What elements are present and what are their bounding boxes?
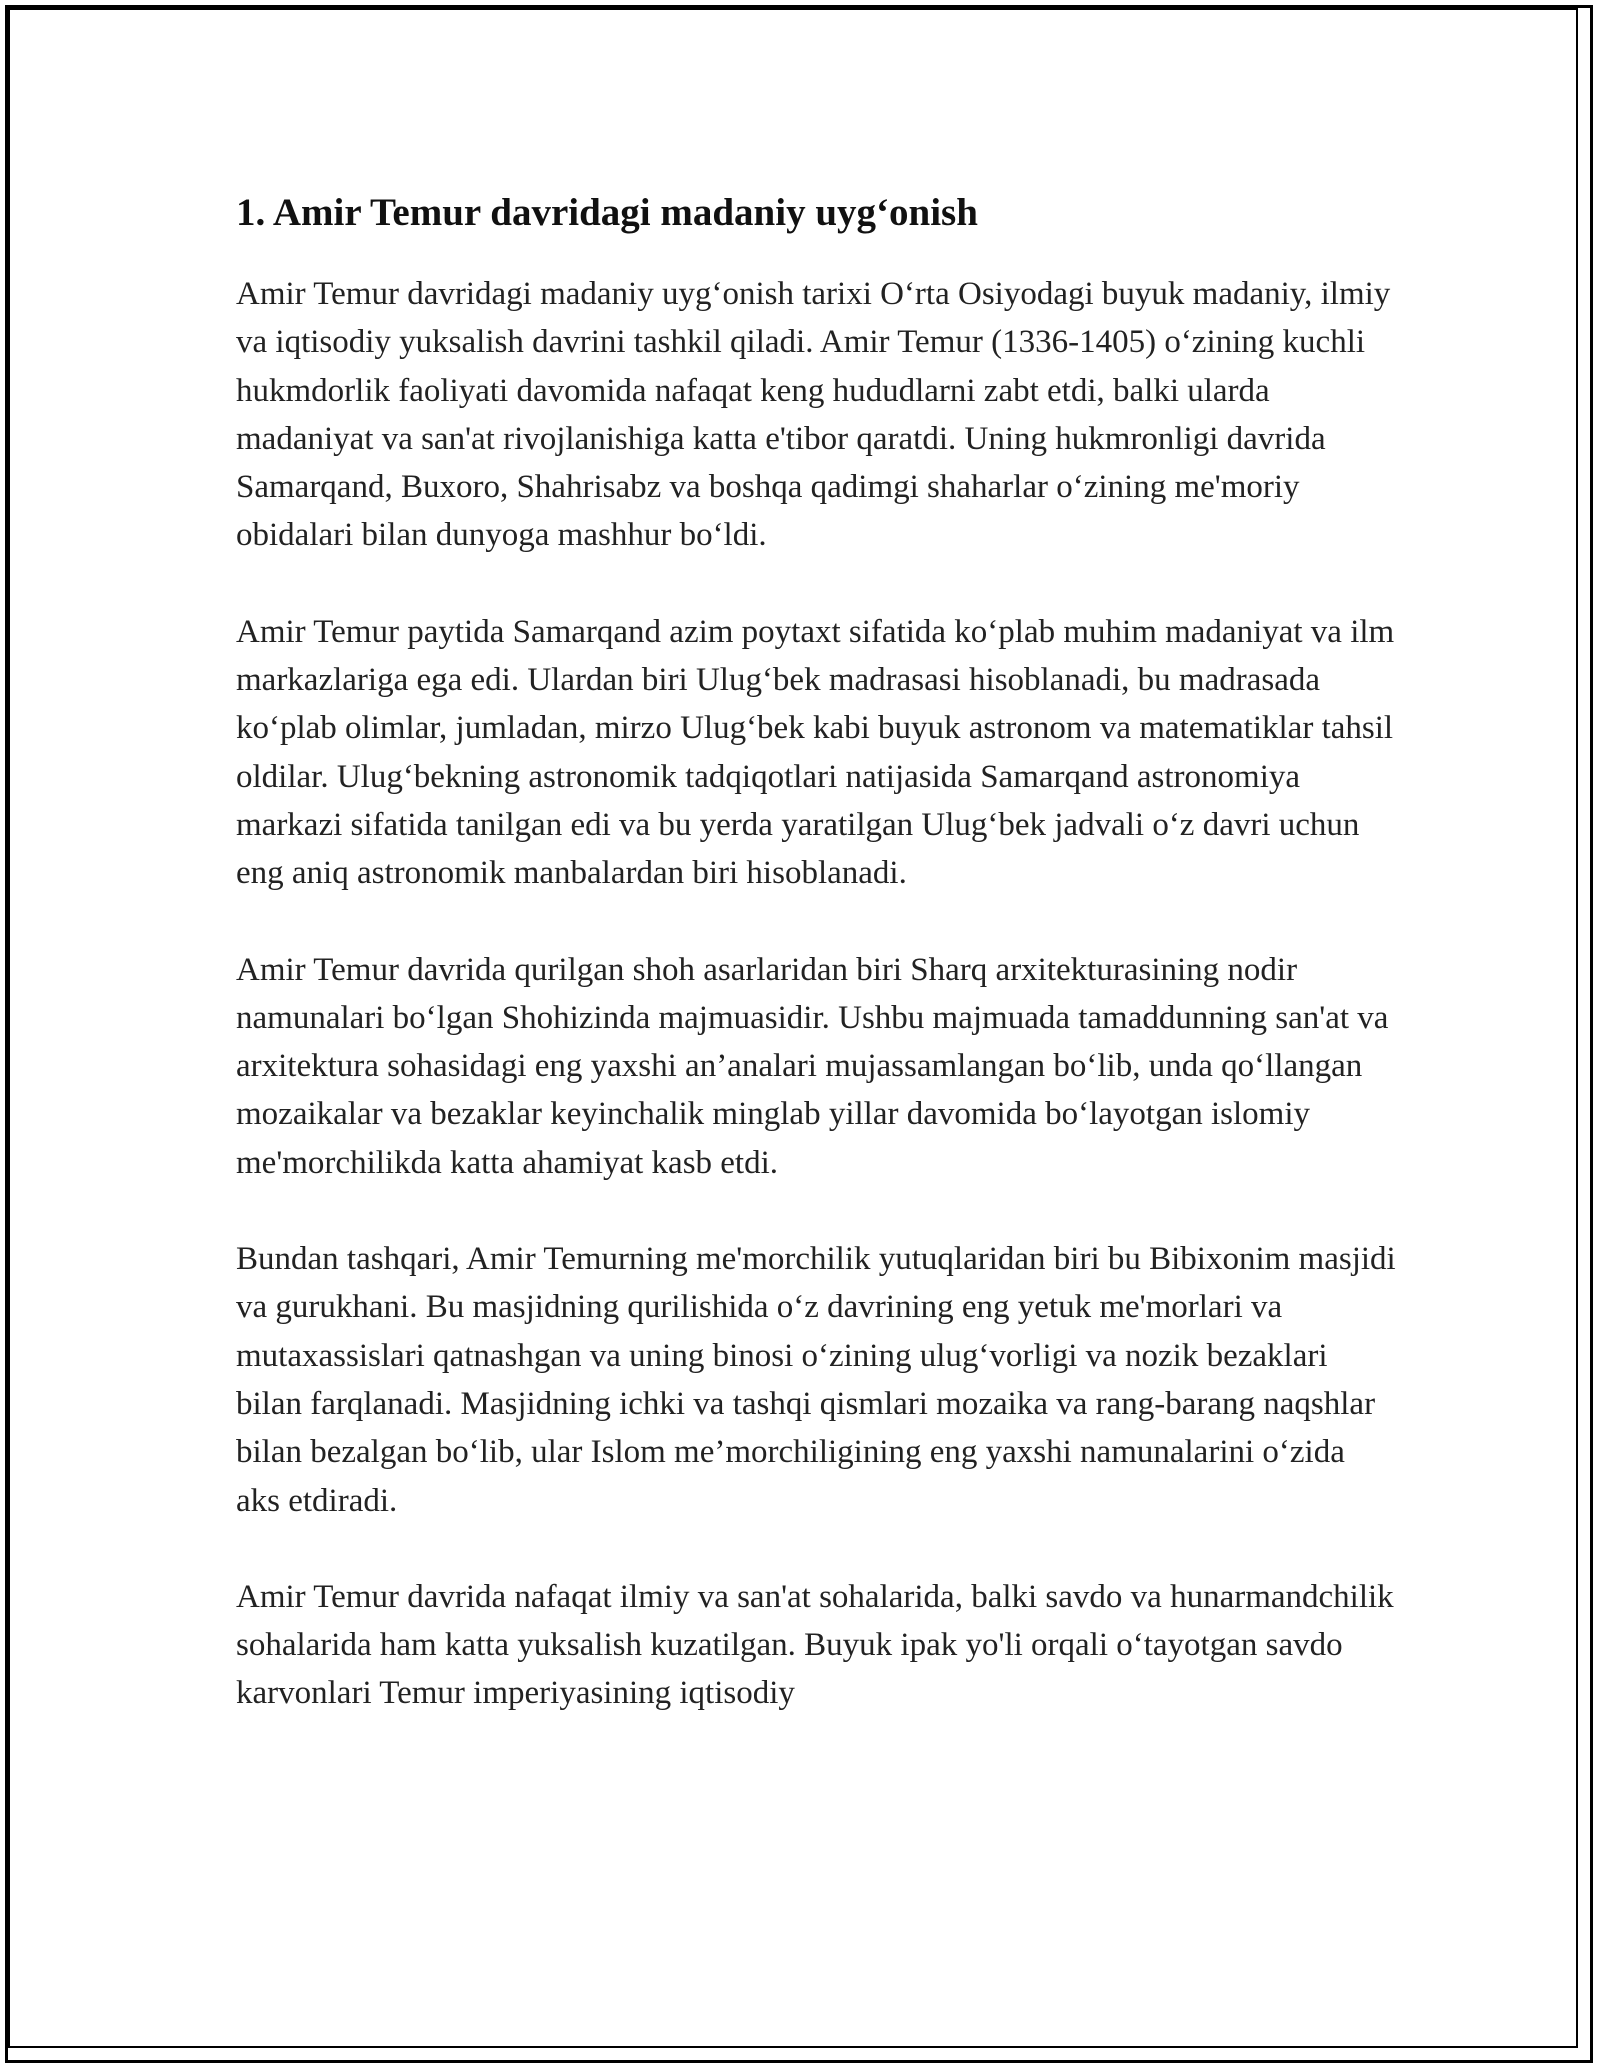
section-heading: 1. Amir Temur davridagi madaniy uyg‘onish bbox=[236, 191, 978, 234]
paragraph-4: Bundan tashqari, Amir Temurning me'morchilik yutuqlaridan biri bu Bibixonim masjidi va gurukhani. Bu masjidning qurilishida o‘z davrining eng yetuk me'morlari va mutaxassislari qatnashgan va uning binosi o‘zining ulug‘vorligi va nozik bezaklari bilan farqlanadi. Masjidning ichki va tashqi qismlari mozaika va rang-barang naqshlar bilan bezalgan bo‘lib, ular Islom me’morchiligining eng yaxshi namunalarini o‘zida aks etdiradi. bbox=[236, 1241, 1396, 1519]
paragraph-3: Amir Temur davrida qurilgan shoh asarlaridan biri Sharq arxitekturasining nodir namunalari bo‘lgan Shohizinda majmuasidir. Ushbu majmuada tamaddunning san'at va arxitektura sohasidagi eng yaxshi an’analari mujassamlangan bo‘lib, unda qo‘llangan mozaikalar va bezaklar keyinchalik minglab yillar davomida bo‘layotgan islomiy me'morchilikda katta ahamiyat kasb etdi. bbox=[236, 951, 1389, 1181]
paragraph-1: Amir Temur davridagi madaniy uyg‘onish tarixi O‘rta Osiyodagi buyuk madaniy, ilmiy va iqtisodiy yuksalish davrini tashkil qiladi. Amir Temur (1336-1405) o‘zining kuchli hukmdorlik faoliyati davomida nafaqat keng hududlarni zabt etdi, balki ularda madaniyat va san'at rivojlanishiga katta e'tibor qaratdi. Uning hukmronligi davrida Samarqand, Buxoro, Shahrisabz va boshqa qadimgi shaharlar o‘zining me'moriy obidalari bilan dunyoga mashhur bo‘ldi. bbox=[236, 276, 1391, 554]
paragraph-2: Amir Temur paytida Samarqand azim poytaxt sifatida ko‘plab muhim madaniyat va ilm markazlariga ega edi. Ulardan biri Ulug‘bek madrasasi hisoblanadi, bu madrasada ko‘plab olimlar, jumladan, mirzo Ulug‘bek kabi buyuk astronom va matematiklar tahsil oldilar. Ulug‘bekning astronomik tadqiqotlari natijasida Samarqand astronomiya markazi sifatida tanilgan edi va bu yerda yaratilgan Ulug‘bek jadvali o‘z davri uchun eng aniq astronomik manbalardan biri hisoblanadi. bbox=[236, 613, 1395, 892]
document-body bbox=[236, 186, 1396, 1718]
paragraph-5: Amir Temur davrida nafaqat ilmiy va san'at sohalarida, balki savdo va hunarmandchilik sohalarida ham katta yuksalish kuzatilgan. Buyuk ipak yo'li orqali o‘tayotgan savdo karvonlari Temur imperiyasining iqtisodiy bbox=[236, 1578, 1394, 1712]
